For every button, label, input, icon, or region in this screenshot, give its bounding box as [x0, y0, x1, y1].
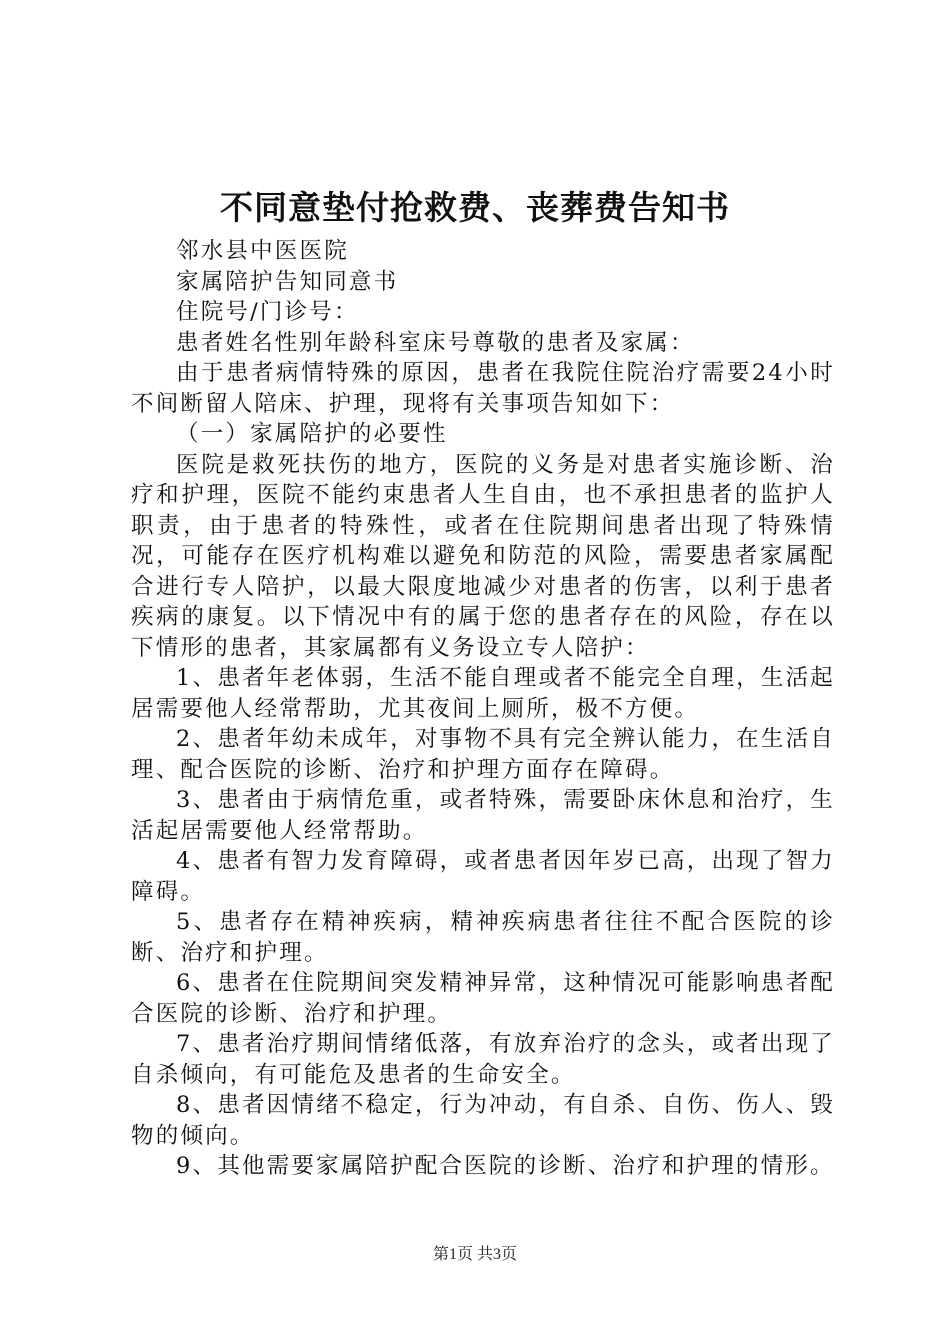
- list-item: 8、患者因情绪不稳定，行为冲动，有自杀、自伤、伤人、毁物的倾向。: [131, 1092, 835, 1149]
- hospital-name: 邻水县中医医院: [176, 238, 349, 264]
- form-subtitle: 家属陪护告知同意书: [176, 268, 399, 295]
- list-item: 3、患者由于病情危重，或者特殊，需要卧床休息和治疗，生活起居需要他人经常帮助。: [131, 787, 835, 844]
- list-item: 4、患者有智力发育障碍，或者患者因年岁已高，出现了智力障碍。: [131, 848, 835, 905]
- section-heading: （一）家属陪护的必要性: [176, 421, 448, 447]
- patient-info-line: 患者姓名性别年龄科室床号尊敬的患者及家属：: [176, 329, 695, 356]
- list-item: 1、患者年老体弱，生活不能自理或者不能完全自理，生活起居需要他人经常帮助，尤其夜间上厕所，极不方便。: [131, 665, 835, 722]
- record-number-line: 住院号/门诊号：: [176, 299, 359, 325]
- page-footer: 第1页 共3页: [432, 1246, 517, 1263]
- document-body: [131, 236, 835, 1182]
- necessity-paragraph: 医院是救死扶伤的地方，医院的义务是对患者实施诊断、治疗和护理，医院不能约束患者人生自由，也不承担患者的监护人职责，由于患者的特殊性，或者在住院期间患者出现了特殊情况，可能存在医疗机构难以避免和防范的风险，需要患者家属配合进行专人陪护，以最大限度地减少对患者的伤害，以利于患者疾病的康复。以下情况中有的属于您的患者存在的风险，存在以下情形的患者，其家属都有义务设立专人陪护：: [131, 451, 835, 661]
- intro-paragraph: 由于患者病情特殊的原因，患者在我院住院治疗需要24小时不间断留人陪床、护理，现将有关事项告知如下：: [131, 360, 835, 417]
- list-item: 2、患者年幼未成年，对事物不具有完全辨认能力，在生活自理、配合医院的诊断、治疗和护理方面存在障碍。: [131, 726, 835, 783]
- list-item: 6、患者在住院期间突发精神异常，这种情况可能影响患者配合医院的诊断、治疗和护理。: [131, 970, 835, 1027]
- list-item: 7、患者治疗期间情绪低落，有放弃治疗的念头，或者出现了自杀倾向，有可能危及患者的生命安全。: [131, 1031, 835, 1088]
- document-title: 不同意垫付抢救费、丧葬费告知书: [220, 188, 730, 227]
- list-item: 9、其他需要家属陪护配合医院的诊断、治疗和护理的情形。: [176, 1153, 835, 1179]
- list-item: 5、患者存在精神疾病，精神疾病患者往往不配合医院的诊断、治疗和护理。: [131, 909, 835, 966]
